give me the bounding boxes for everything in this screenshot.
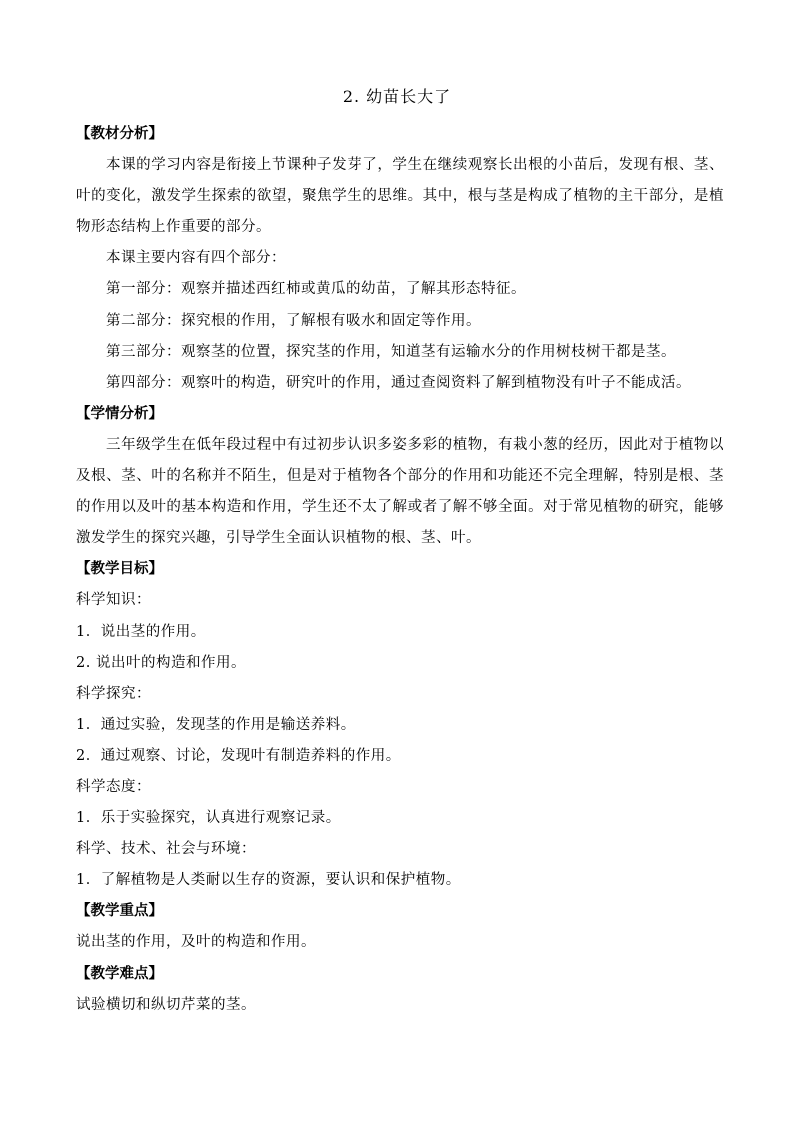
section-heading-material-analysis: 【教材分析】 — [76, 126, 163, 142]
part-item: 第一部分：观察并描述西红柿或黄瓜的幼苗，了解其形态特征。 — [106, 281, 526, 298]
goal-category-label: 科学、技术、社会与环境： — [76, 841, 256, 858]
part-item: 第三部分：观察茎的位置，探究茎的作用，知道茎有运输水分的作用树枝树干都是茎。 — [106, 343, 676, 360]
part-item: 第四部分：观察叶的构造，研究叶的作用，通过查阅资料了解到植物没有叶子不能成活。 — [106, 374, 691, 391]
goal-item: 1．通过实验，发现茎的作用是输送养料。 — [76, 716, 356, 733]
goal-category-label: 科学探究： — [76, 685, 151, 702]
page-title: 2. 幼苗长大了 — [342, 87, 452, 106]
material-analysis-paragraph: 本课的学习内容是衔接上节课种子发芽了，学生在继续观察长出根的小苗后，发现有根、茎、叶的变化，激发学生探索的欲望，聚焦学生的思维。其中，根与茎是构成了植物的主干部分，是植物形态结构上作重要的部分。 — [76, 157, 724, 236]
difficulties-text: 试验横切和纵切芹菜的茎。 — [76, 996, 256, 1013]
part-item: 第二部分：探究根的作用，了解根有吸水和固定等作用。 — [106, 312, 481, 329]
goal-item: 1．乐于实验探究，认真进行观察记录。 — [76, 810, 341, 827]
section-heading-goals: 【教学目标】 — [76, 561, 163, 578]
student-analysis-paragraph: 三年级学生在低年段过程中有过初步认识多姿多彩的植物，有栽小葱的经历，因此对于植物以及根、茎、叶的名称并不陌生，但是对于植物各个部分的作用和功能还不完全理解，特别是根、茎的作用以及叶的基本构造和作用，学生还不太了解或者了解不够全面。对于常见植物的研究，能够激发学生的探究兴趣，引导学生全面认识植物的根、茎、叶。 — [76, 436, 724, 547]
key-points-text: 说出茎的作用，及叶的构造和作用。 — [76, 934, 316, 951]
section-heading-difficulties: 【教学难点】 — [76, 965, 163, 982]
goal-category-label: 科学知识： — [76, 592, 151, 609]
goal-category-label: 科学态度： — [76, 778, 151, 795]
section-heading-student-analysis: 【学情分析】 — [76, 405, 163, 422]
document-body — [76, 119, 724, 1021]
goal-item: 2．通过观察、讨论，发现叶有制造养料的作用。 — [76, 747, 401, 764]
goal-item: 2. 说出叶的构造和作用。 — [76, 654, 246, 671]
section-heading-key-points: 【教学重点】 — [76, 903, 163, 920]
goal-item: 1．说出茎的作用。 — [76, 623, 206, 640]
content-intro: 本课主要内容有四个部分： — [106, 250, 286, 267]
goal-item: 1．了解植物是人类耐以生存的资源，要认识和保护植物。 — [76, 872, 461, 889]
